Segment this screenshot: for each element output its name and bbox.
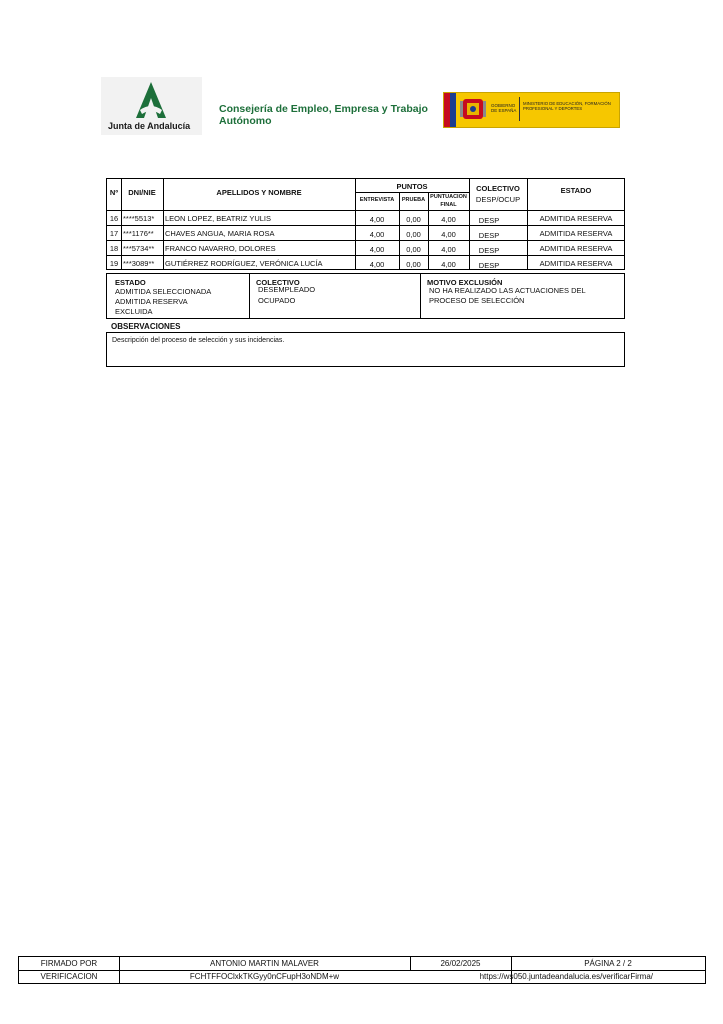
row-estado: ADMITIDA RESERVA xyxy=(539,244,613,253)
row-prueba: 0,00 xyxy=(406,215,421,224)
header-dni: DNI/NIE xyxy=(128,188,156,197)
header-prueba: PRUEBA xyxy=(401,197,426,203)
row-entrevista: 4,00 xyxy=(369,245,385,254)
legend-colectivo-item: OCUPADO xyxy=(258,296,296,305)
pagina-numero: PÁGINA 2 / 2 xyxy=(584,959,632,968)
row-prueba: 0,00 xyxy=(406,260,421,269)
row-n: 19 xyxy=(109,259,119,268)
row-dni: ***1176** xyxy=(123,229,154,238)
row-estado: ADMITIDA RESERVA xyxy=(539,259,613,268)
firmado-por-label: FIRMADO POR xyxy=(40,959,98,968)
signature-footer xyxy=(18,956,706,984)
legend-colectivo-item: DESEMPLEADO xyxy=(258,285,316,294)
row-dni: ****5513* xyxy=(123,214,155,223)
legend-colectivo-title: COLECTIVO xyxy=(256,278,300,287)
observaciones-title: OBSERVACIONES xyxy=(111,322,181,331)
junta-logo-text: Junta de Andalucía xyxy=(108,121,191,131)
results-table xyxy=(106,178,625,270)
legend-box xyxy=(106,273,625,319)
verificacion-label: VERIFICACION xyxy=(40,972,98,981)
legend-motivo-title: MOTIVO EXCLUSIÓN xyxy=(427,278,503,287)
header-colectivo-sub: DESP/OCUP xyxy=(475,195,521,204)
row-final: 4,00 xyxy=(441,260,456,269)
coat-of-arms-icon xyxy=(460,95,486,123)
row-prueba: 0,00 xyxy=(406,245,421,254)
header-n: Nº xyxy=(109,188,119,197)
row-estado: ADMITIDA RESERVA xyxy=(539,214,613,223)
row-prueba: 0,00 xyxy=(406,230,421,239)
legend-estado-item: ADMITIDA SELECCIONADA xyxy=(115,287,212,296)
legend-estado-title: ESTADO xyxy=(115,278,146,287)
verificacion-code: FCHTFFOClxkTKGyy0nCFupH3oNDM+w xyxy=(189,972,340,981)
legend-estado-item: ADMITIDA RESERVA xyxy=(115,297,188,306)
row-n: 18 xyxy=(109,244,119,253)
junta-logo-icon xyxy=(128,80,174,122)
gobierno-text: GOBIERNO DE ESPAÑA xyxy=(491,103,517,113)
observaciones-text: Descripción del proceso de selección y sus incidencias. xyxy=(112,337,285,344)
row-colectivo: DESP xyxy=(478,231,500,240)
row-final: 4,00 xyxy=(441,245,456,254)
row-nombre: GUTIÉRREZ RODRÍGUEZ, VERÓNICA LUCÍA xyxy=(165,259,323,268)
row-dni: ***3089** xyxy=(123,259,155,268)
legend-motivo-item: PROCESO DE SELECCIÓN xyxy=(429,296,525,305)
row-nombre: CHAVES ANGUA, MARIA ROSA xyxy=(165,229,275,238)
header-final: FINAL xyxy=(440,202,457,208)
row-colectivo: DESP xyxy=(478,216,500,225)
row-entrevista: 4,00 xyxy=(369,215,385,224)
row-dni: ***5734** xyxy=(123,244,155,253)
header-entrevista: ENTREVISTA xyxy=(359,197,395,203)
row-colectivo: DESP xyxy=(478,246,500,255)
row-entrevista: 4,00 xyxy=(369,230,385,239)
row-estado: ADMITIDA RESERVA xyxy=(539,229,613,238)
fecha-firma: 26/02/2025 xyxy=(440,959,481,968)
legend-motivo-item: NO HA REALIZADO LAS ACTUACIONES DEL xyxy=(429,286,586,295)
header-colectivo: COLECTIVO xyxy=(476,184,520,193)
row-colectivo: DESP xyxy=(478,261,500,270)
row-entrevista: 4,00 xyxy=(369,260,385,269)
ministerio-text: MINISTERIO DE EDUCACIÓN, FORMACIÓN PROFESIONAL Y DEPORTES xyxy=(523,101,611,111)
row-nombre: LEON LOPEZ, BEATRIZ YULIS xyxy=(165,214,272,223)
legend-estado-item: EXCLUIDA xyxy=(115,307,153,316)
consejeria-title: Consejería de Empleo, Empresa y Trabajo Autónomo xyxy=(219,103,428,127)
header-nombre: APELLIDOS Y NOMBRE xyxy=(216,188,302,197)
row-final: 4,00 xyxy=(441,230,456,239)
row-n: 17 xyxy=(109,229,119,238)
header-estado: ESTADO xyxy=(560,186,592,195)
header-puntos: PUNTOS xyxy=(396,182,428,191)
header-puntuacion: PUNTUACIÓN xyxy=(430,194,467,200)
row-final: 4,00 xyxy=(441,215,456,224)
gobierno-divider xyxy=(519,97,520,121)
row-nombre: FRANCO NAVARRO, DOLORES xyxy=(165,244,276,253)
firmado-por-value: ANTONIO MARTIN MALAVER xyxy=(210,959,319,968)
verificacion-url[interactable]: https://ws050.juntadeandalucia.es/verificarFirma/ xyxy=(479,972,653,981)
row-n: 16 xyxy=(109,214,119,223)
flag-stripe-blue xyxy=(450,93,456,127)
